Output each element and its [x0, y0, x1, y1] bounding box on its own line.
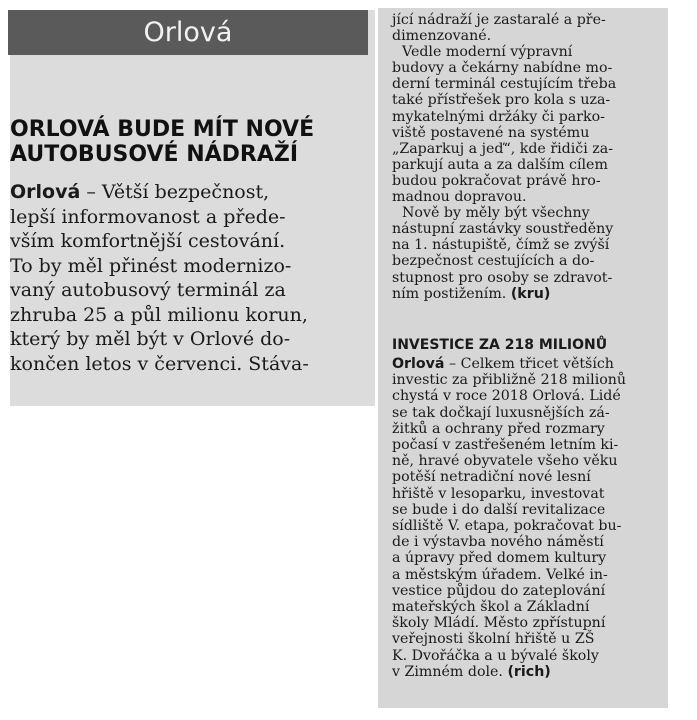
body-line: bezpečnost cestujících a do- — [392, 253, 595, 270]
body-text: – Celkem třicet větších — [444, 356, 614, 372]
lead-line: To by měl přinést modernizo- — [10, 254, 292, 277]
body-line: madnou dopravou. — [392, 189, 527, 206]
dateline: Orlová — [10, 181, 81, 203]
body-line — [392, 664, 664, 680]
body-text: v Zimném dole. — [392, 663, 508, 680]
body-line: K. Dvořáčka a u bývalé školy — [392, 647, 599, 664]
second-article-headline: INVESTICE ZA 218 MILIONŮ — [392, 337, 608, 353]
article-continuation — [392, 12, 664, 302]
body-line: budovy a čekárny nabídne mo- — [392, 60, 613, 77]
body-line: mateřských škol a Základní — [392, 599, 590, 616]
lead-line — [10, 180, 365, 205]
body-line: potěší netradiční nové lesní — [392, 469, 591, 486]
body-line: Nově by měly být všechny — [402, 205, 590, 222]
headline-line: AUTOBUSOVÉ NÁDRAŽÍ — [10, 142, 299, 167]
body-line: stupnost pro osoby se zdravot- — [392, 269, 613, 286]
body-line: mykatelnými držáky či parko- — [392, 108, 605, 125]
body-line: de i výstavba nového náměstí — [392, 534, 604, 551]
body-line: nástupní zastávky soustředěny — [392, 221, 614, 238]
body-line: hřiště v lesoparku, investovat — [392, 485, 605, 502]
body-line: „Zaparkuj a jeď“, kde řidiči za- — [392, 140, 613, 157]
body-line — [392, 356, 664, 372]
body-line: jící nádraží je zastaralé a pře- — [392, 12, 606, 28]
article-lead — [10, 180, 365, 376]
second-article-body — [392, 356, 664, 680]
body-line: Vedle moderní výpravní — [402, 44, 573, 61]
section-label: Orlová — [8, 10, 368, 55]
body-line — [392, 286, 664, 302]
body-line: a městským úřadem. Velké in- — [392, 566, 608, 583]
lead-line: zhruba 25 a půl milionu korun, — [10, 303, 308, 326]
body-line: vestice půjdou do zateplování — [392, 582, 606, 599]
article-headline — [10, 117, 365, 167]
body-line: na 1. nástupiště, čímž se zvýší — [392, 237, 610, 254]
headline-line: ORLOVÁ BUDE MÍT NOVÉ — [10, 117, 315, 142]
lead-text: – Větší bezpečnost, — [80, 181, 270, 203]
body-line: viště postavené na systému — [392, 124, 590, 141]
body-line: sídliště V. etapa, pokračovat bu- — [392, 518, 622, 535]
body-line: ně, hravé obyvatele všeho věku — [392, 453, 618, 470]
body-line: a úpravy před domem kultury — [392, 550, 607, 567]
dateline: Orlová — [392, 356, 445, 372]
body-line: derní terminál cestujícím třeba — [392, 76, 617, 93]
body-line: investic za přibližně 218 milionů — [392, 372, 627, 389]
lead-line: končen letos v červenci. Stáva- — [10, 352, 309, 375]
lead-line: lepší informovanost a přede- — [10, 205, 286, 228]
lead-line: který by měl být v Orlové do- — [10, 328, 291, 350]
body-line: se tak dočkají luxusnějších zá- — [392, 404, 610, 421]
author-signature: (kru) — [510, 285, 551, 302]
body-line: veřejnosti školní hřiště u ZŠ — [392, 631, 595, 648]
body-line: dimenzované. — [392, 28, 492, 45]
lead-line: vaný autobusový terminál za — [10, 279, 286, 301]
author-signature: (rich) — [507, 663, 551, 680]
body-line: budou pokračovat právě hro- — [392, 172, 601, 189]
body-line: také přístřešek pro kola s uza- — [392, 92, 611, 109]
body-line: žitků a ochrany před rozmary — [392, 420, 605, 437]
body-line: parkují auta a za dalším cílem — [392, 156, 608, 173]
body-line: se bude i do další revitalizace — [392, 501, 606, 518]
body-line: školy Mládí. Město zpřístupní — [392, 615, 606, 632]
lead-line: vším komfortnější cestování. — [10, 230, 286, 252]
body-line: počasí v zastřešeném letním ki- — [392, 437, 619, 454]
body-line: chystá v roce 2018 Orlová. Lidé — [392, 388, 621, 405]
body-text: ním postižením. — [392, 285, 511, 302]
